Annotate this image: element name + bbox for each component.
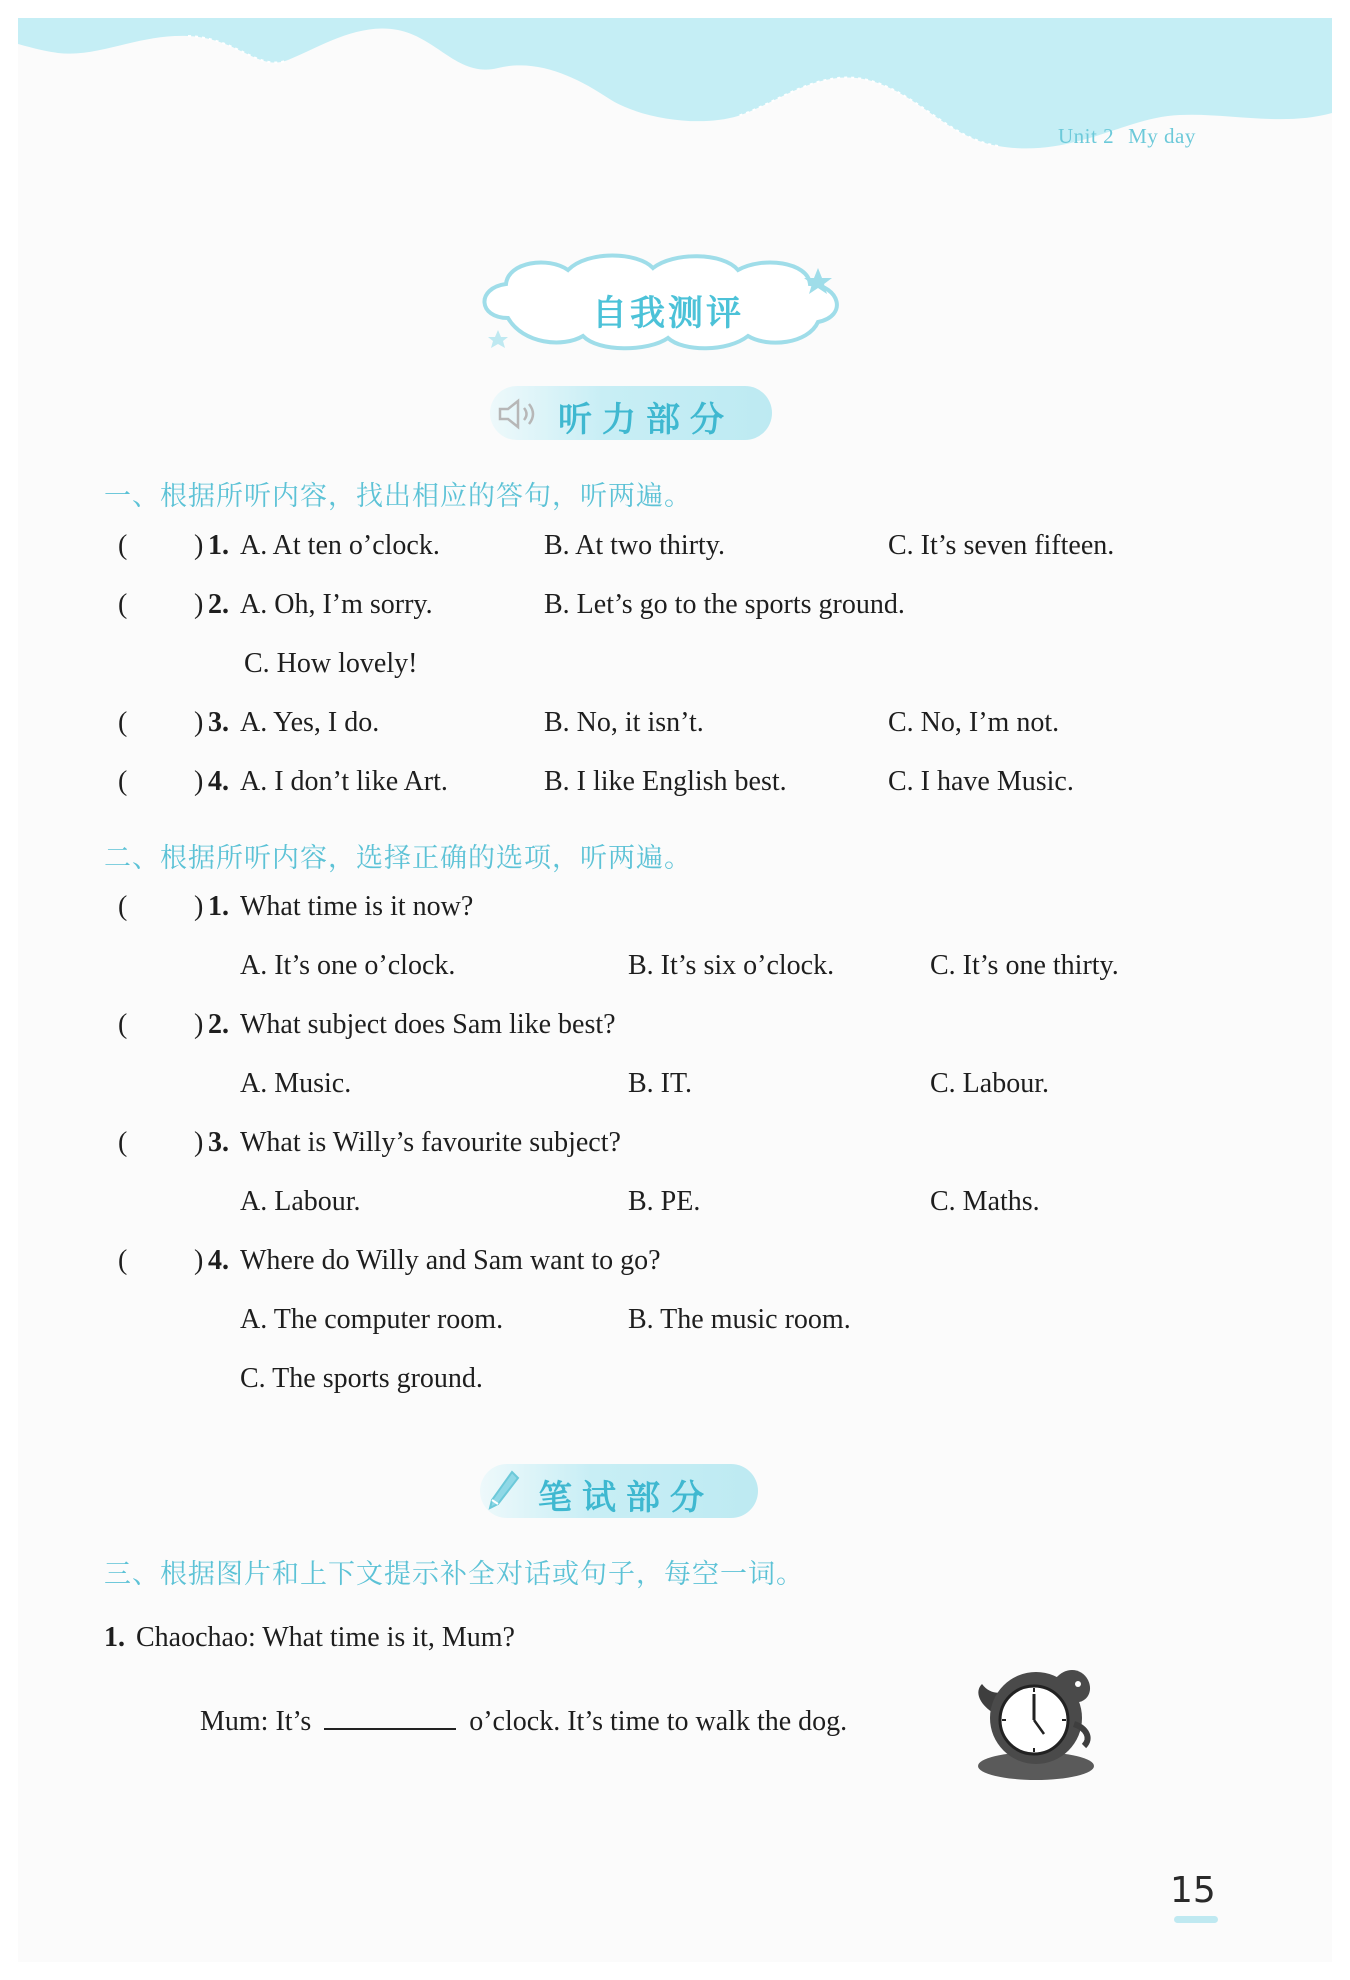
option-a: A. At ten o’clock.: [240, 530, 440, 561]
option-b: B. No, it isn’t.: [544, 707, 704, 738]
option-c: C. I have Music.: [888, 766, 1074, 797]
clock-illustration: [970, 1662, 1102, 1784]
part2-instruction: 二、根据所听内容，选择正确的选项，听两遍。: [104, 843, 692, 874]
option-a: A. Oh, I’m sorry.: [240, 589, 433, 620]
question-number: 1.: [208, 530, 229, 561]
dialogue-text-after: o’clock. It’s time to walk the dog.: [469, 1706, 848, 1737]
option-b: B. IT.: [628, 1068, 693, 1099]
pencil-icon: [486, 1468, 522, 1514]
question-number: 2.: [208, 589, 229, 620]
answer-paren-open: (: [118, 589, 128, 620]
unit-header: [1058, 124, 1210, 149]
option-b: B. It’s six o’clock.: [628, 950, 835, 981]
option-c: C. The sports ground.: [240, 1363, 483, 1394]
option-a: A. It’s one o’clock.: [240, 950, 456, 981]
unit-number: Unit 2: [1058, 124, 1115, 148]
option-b: B. I like English best.: [544, 766, 787, 797]
unit-topic: My day: [1128, 124, 1196, 148]
answer-paren-close: ): [194, 707, 204, 738]
page-number: 15: [1170, 1870, 1216, 1911]
option-b: B. At two thirty.: [544, 530, 725, 561]
option-c: C. It’s seven fifteen.: [888, 530, 1115, 561]
option-a: A. The computer room.: [240, 1304, 504, 1335]
question-number: 2.: [208, 1009, 229, 1040]
answer-paren-open: (: [118, 1245, 128, 1276]
option-c: C. How lovely!: [244, 648, 418, 679]
page-title: 自我测评: [591, 294, 744, 334]
header-cloud-banner: [18, 18, 1332, 178]
answer-paren-open: (: [118, 1009, 128, 1040]
writing-section-label: 笔试部分: [538, 1478, 714, 1518]
speaker-icon: [496, 398, 544, 430]
answer-paren-open: (: [118, 1127, 128, 1158]
dialogue-text-before: Mum: It’s: [200, 1706, 312, 1737]
option-a: A. Yes, I do.: [240, 707, 380, 738]
option-a: A. Music.: [240, 1068, 352, 1099]
workbook-page: [18, 18, 1332, 1962]
question-text: Where do Willy and Sam want to go?: [240, 1245, 661, 1276]
option-b: B. Let’s go to the sports ground.: [544, 589, 905, 620]
answer-paren-close: ): [194, 530, 204, 561]
question-text: What is Willy’s favourite subject?: [240, 1127, 621, 1158]
option-b: B. PE.: [628, 1186, 701, 1217]
question-text: What subject does Sam like best?: [240, 1009, 616, 1040]
question-number: 1.: [104, 1622, 125, 1653]
question-text: What time is it now?: [240, 891, 474, 922]
listening-section-label: 听力部分: [558, 400, 734, 440]
part3-instruction: 三、根据图片和上下文提示补全对话或句子，每空一词。: [104, 1559, 804, 1590]
answer-paren-close: ): [194, 589, 204, 620]
option-c: C. No, I’m not.: [888, 707, 1060, 738]
answer-paren-open: (: [118, 766, 128, 797]
option-a: A. Labour.: [240, 1186, 361, 1217]
option-a: A. I don’t like Art.: [240, 766, 448, 797]
option-c: C. It’s one thirty.: [930, 950, 1119, 981]
page-number-underline: [1174, 1916, 1218, 1923]
answer-paren-open: (: [118, 891, 128, 922]
answer-paren-close: ): [194, 1009, 204, 1040]
question-number: 3.: [208, 1127, 229, 1158]
dialogue-line-with-blank: [200, 1702, 847, 1738]
answer-paren-close: ): [194, 766, 204, 797]
question-number: 3.: [208, 707, 229, 738]
answer-paren-close: ): [194, 1245, 204, 1276]
option-b: B. The music room.: [628, 1304, 851, 1335]
dialogue-line: Chaochao: What time is it, Mum?: [136, 1622, 515, 1653]
answer-paren-open: (: [118, 530, 128, 561]
question-number: 4.: [208, 766, 229, 797]
answer-blank[interactable]: [324, 1702, 456, 1730]
answer-paren-close: ): [194, 1127, 204, 1158]
answer-paren-open: (: [118, 707, 128, 738]
question-number: 1.: [208, 891, 229, 922]
answer-paren-close: ): [194, 891, 204, 922]
option-c: C. Maths.: [930, 1186, 1040, 1217]
option-c: C. Labour.: [930, 1068, 1049, 1099]
part1-instruction: 一、根据所听内容，找出相应的答句，听两遍。: [104, 481, 692, 512]
question-number: 4.: [208, 1245, 229, 1276]
